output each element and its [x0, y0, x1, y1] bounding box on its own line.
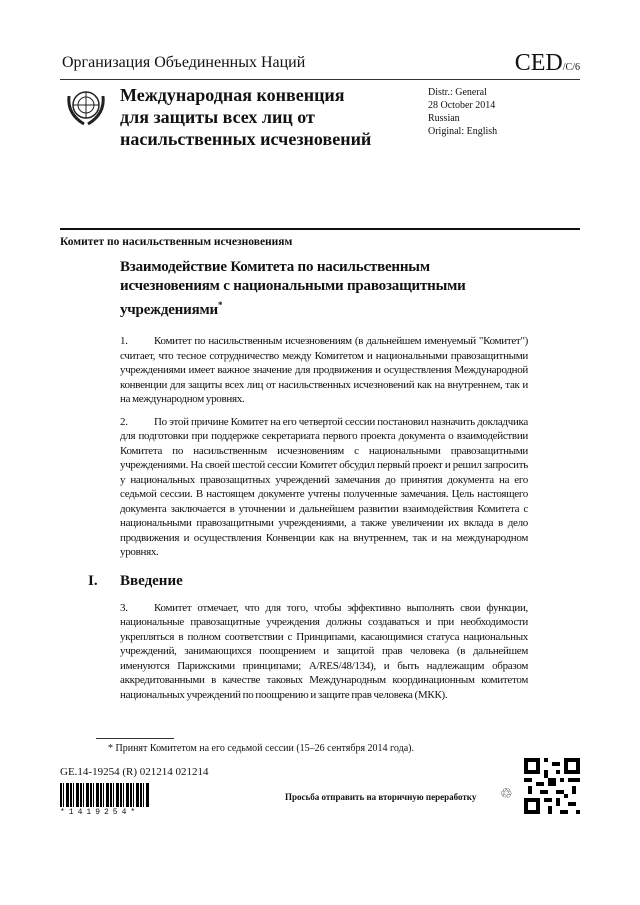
distribution-block [428, 86, 497, 138]
recycle-text: Просьба отправить на вторичную переработку [285, 792, 477, 802]
symbol-sub: /C/6 [562, 62, 580, 73]
convention-title-line: Международная конвенция [120, 85, 345, 105]
section-heading-row [88, 572, 528, 591]
convention-title [120, 84, 420, 150]
section-heading: Введение [120, 572, 183, 589]
paragraph-text: Комитет по насильственным исчезновениям (в дальнейшем именуемый "Комитет") считает, что тесное сотрудничество между Комитетом и национальными правозащитными учреждениями имеет важное значение для продвижения и осуществления Международной конвенции для защиты всех лиц от насильственных исчезновений как на внутреннем, так и на международном уровнях. [120, 335, 528, 405]
paragraph-text: Комитет отмечает, что для того, чтобы эффективно выполнять свои функции, национальные правозащитные учреждения должны создаваться и при необходимости укрепляться в полном соответствии с Принципами, касающимися статуса национальных учреждений, занимающихся поощрением и защитой прав человека (в дальнейшем именуются Парижскими принципами; A/RES/48/134), и быть надлежащим образом аккредитованными в качестве таковых Международным координационным комитетом национальных учреждений по поощрению и защите прав человека (МКК). [120, 601, 528, 701]
barcode-text: *1419254* [60, 808, 140, 817]
convention-title-line: насильственных исчезновений [120, 129, 372, 149]
un-emblem-icon [64, 84, 108, 128]
footnote: * Принят Комитетом на его седьмой сессии (15–26 сентября 2014 года). [108, 743, 414, 754]
section-rule [60, 228, 580, 230]
job-number: GE.14-19254 (R) 021214 021214 [60, 766, 209, 778]
paragraph-number: 1. [120, 335, 128, 347]
document-title [120, 258, 520, 320]
paragraph [120, 601, 528, 703]
language-line: Russian [428, 113, 460, 124]
distribution-line: Distr.: General [428, 87, 487, 98]
footnote-marker: * [217, 300, 223, 310]
original-language-line: Original: English [428, 126, 498, 137]
paragraph [120, 334, 528, 407]
symbol-main: CED [514, 50, 563, 76]
paragraph-number: 2. [120, 415, 128, 428]
organization-name: Организация Объединенных Наций [62, 54, 306, 71]
footnote-rule [96, 738, 174, 739]
paragraph-text: По этой причине Комитет на его четвертой сессии постановил назначить докладчика для подготовки при поддержке секретариата первого проекта документа о взаимодействии Комитета по насильственным исчезновениям с национальными правозащитными учреждениями. На своей шестой сессии Комитет обсудил первый проект и решил запросить у национальных правозащитных учреждений замечания до принятия документа на его седьмой сессии. В настоящем документе учтены полученные замечания. Цель настоящего документа заключается в уточнении и дальнейшем развитии взаимодействия Комитета с национальными правозащитными учреждениями, а также увеличении их вклада в дело продвижения и осуществления Конвенции как на внутреннем, так и на международном уровнях. [120, 415, 528, 558]
document-title-text: Взаимодействие Комитета по насильственным исчезновениям с национальными правозащитными учреждениями [120, 259, 466, 318]
header-rule [60, 79, 580, 80]
recycle-icon: ♲ [500, 787, 513, 802]
document-symbol [515, 50, 580, 77]
convention-title-line: для защиты всех лиц от [120, 107, 315, 127]
committee-name: Комитет по насильственным исчезновениям [60, 236, 293, 248]
paragraph-number: 3. [120, 601, 128, 614]
paragraph [120, 415, 528, 560]
barcode [60, 783, 150, 807]
section-number: I. [88, 572, 98, 589]
document-body [88, 258, 528, 702]
qr-code [524, 758, 580, 814]
date-line: 28 October 2014 [428, 100, 496, 111]
